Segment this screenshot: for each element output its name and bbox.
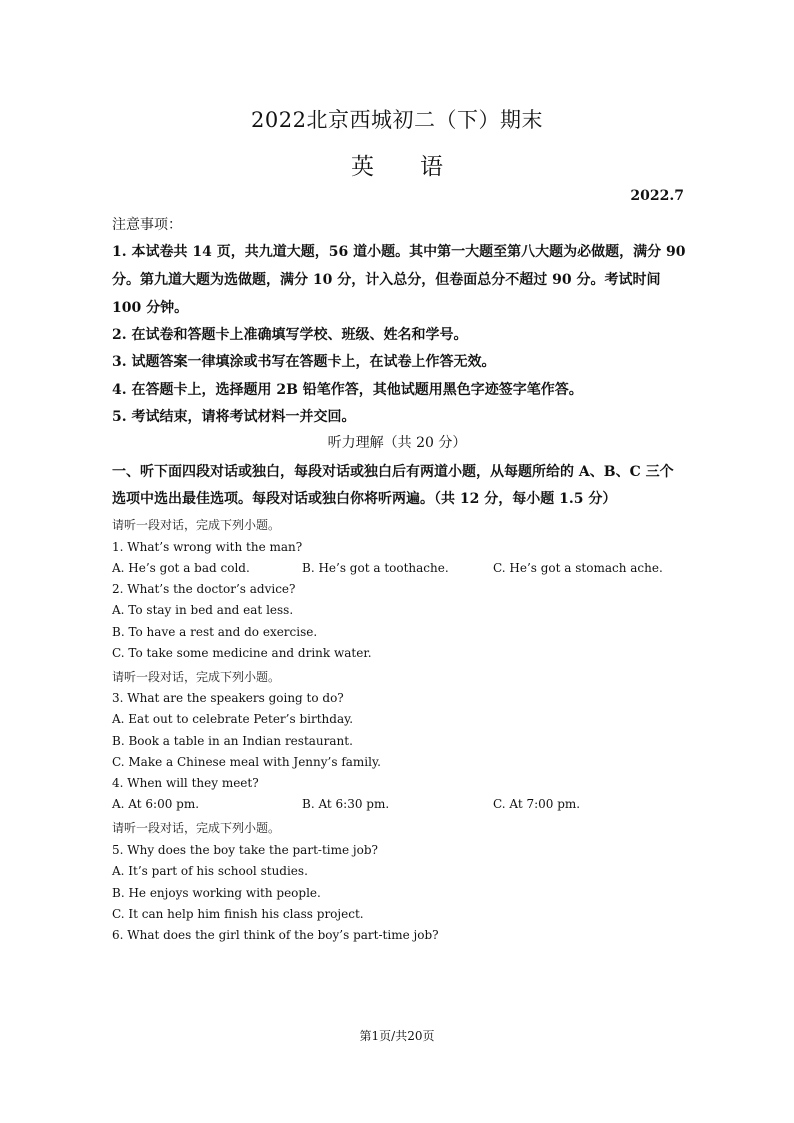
question-1: 1. What’s wrong with the man? <box>112 540 303 554</box>
question-3-option-b: B. Book a table in an Indian restaurant. <box>112 734 353 748</box>
part-instruction-line-1: 一、听下面四段对话或独白，每段对话或独白后有两道小题，从每题所给的 A、B、C 三个 <box>112 464 674 480</box>
notice-item-1-line-1: 1. 本试卷共 14 页，共九道大题，56 道小题。其中第一大题至第八大题为必做题，满分 90 <box>112 244 686 260</box>
question-6: 6. What does the girl think of the boy’s part-time job? <box>112 928 439 942</box>
listen-note: 请听一段对话，完成下列小题。 <box>112 821 281 835</box>
question-4-option-c: C. At 7:00 pm. <box>493 797 581 811</box>
listen-note: 请听一段对话，完成下列小题。 <box>112 518 281 532</box>
page-footer: 第1页/共20页 <box>359 1029 435 1043</box>
question-4-option-a: A. At 6:00 pm. <box>112 797 200 811</box>
notice-item-4: 4. 在答题卡上，选择题用 2B 铅笔作答，其他试题用黑色字迹签字笔作答。 <box>112 382 583 398</box>
subject-heading <box>0 148 794 181</box>
section-title: 听力理解（共 20 分） <box>327 435 467 451</box>
notice-item-5: 5. 考试结束，请将考试材料一并交回。 <box>112 409 356 425</box>
subject-char-1: 英 <box>351 154 374 180</box>
question-1-option-a: A. He’s got a bad cold. <box>112 561 250 575</box>
question-2-option-c: C. To take some medicine and drink water. <box>112 646 372 660</box>
question-5: 5. Why does the boy take the part-time job? <box>112 843 378 857</box>
question-2-option-b: B. To have a rest and do exercise. <box>112 625 318 639</box>
exam-date: 2022.7 <box>630 188 684 204</box>
question-4-option-b: B. At 6:30 pm. <box>302 797 390 811</box>
listen-note: 请听一段对话，完成下列小题。 <box>112 670 281 684</box>
question-3-option-a: A. Eat out to celebrate Peter’s birthday. <box>112 712 354 726</box>
notice-heading: 注意事项： <box>112 217 182 233</box>
question-4: 4. When will they meet? <box>112 776 259 790</box>
question-5-option-b: B. He enjoys working with people. <box>112 886 321 900</box>
question-2-option-a: A. To stay in bed and eat less. <box>112 603 294 617</box>
page-title: 2022北京西城初二（下）期末 <box>251 108 543 132</box>
question-1-option-c: C. He’s got a stomach ache. <box>493 561 663 575</box>
question-3: 3. What are the speakers going to do? <box>112 691 344 705</box>
question-2: 2. What’s the doctor’s advice? <box>112 582 296 596</box>
notice-item-1-line-3: 100 分钟。 <box>112 300 189 316</box>
question-3-option-c: C. Make a Chinese meal with Jenny’s family. <box>112 755 381 769</box>
question-1-option-b: B. He’s got a toothache. <box>302 561 449 575</box>
notice-item-2: 2. 在试卷和答题卡上准确填写学校、班级、姓名和学号。 <box>112 327 468 343</box>
part-instruction-line-2: 选项中选出最佳选项。每段对话或独白你将听两遍。（共 12 分，每小题 1.5 分） <box>112 491 617 507</box>
notice-item-1-line-2: 分。第九道大题为选做题，满分 10 分，计入总分，但卷面总分不超过 90 分。考试时间 <box>112 272 661 288</box>
subject-char-2: 语 <box>420 154 443 180</box>
question-5-option-c: C. It can help him finish his class project. <box>112 907 364 921</box>
question-5-option-a: A. It’s part of his school studies. <box>112 864 308 878</box>
notice-item-3: 3. 试题答案一律填涂或书写在答题卡上，在试卷上作答无效。 <box>112 354 496 370</box>
